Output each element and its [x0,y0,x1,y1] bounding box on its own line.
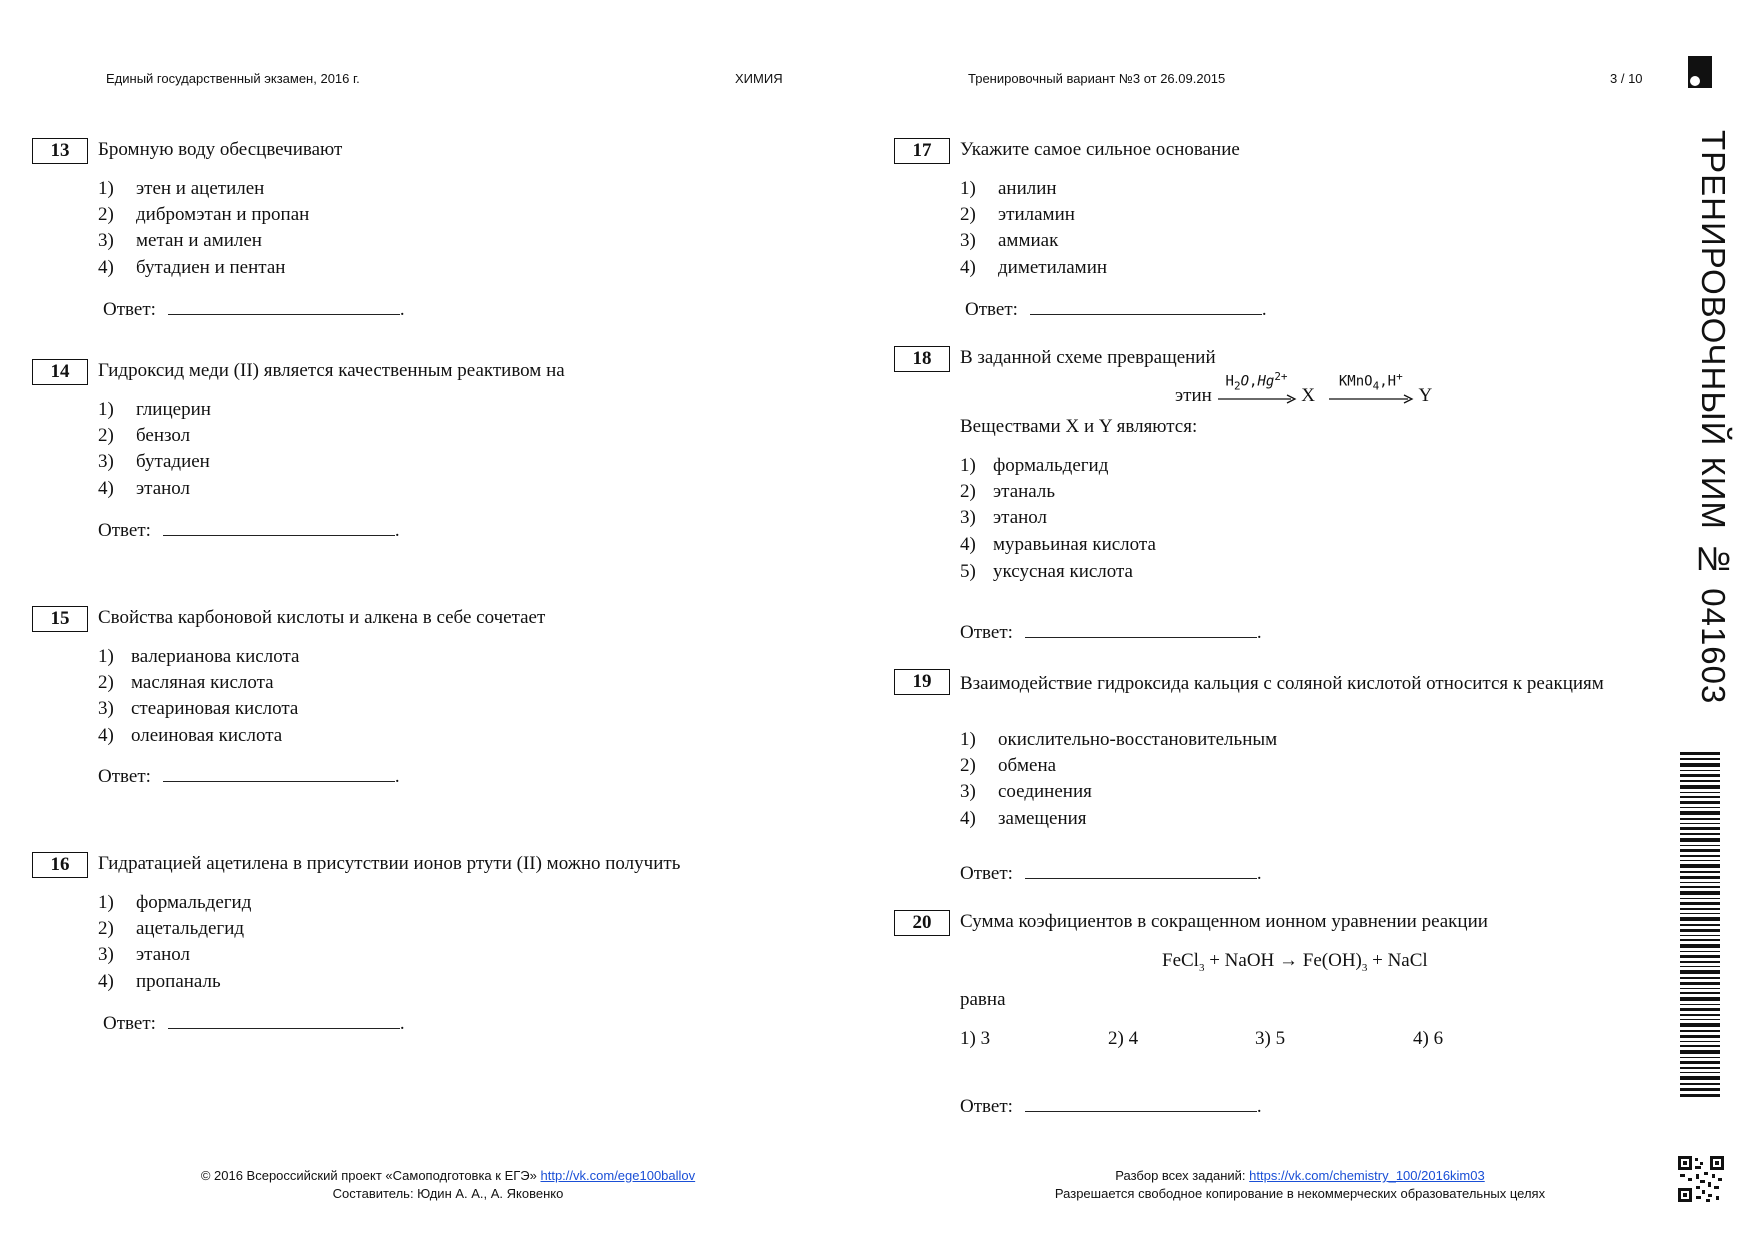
q18-scheme-x: X [1301,384,1316,406]
q14-answer-line[interactable] [163,517,395,536]
question-20-text: Сумма коэфициентов в сокращенном ионном уравнении реакции [960,911,1488,932]
q16-answer-line[interactable] [168,1010,400,1029]
q13-option-2: 2) дибромэтан и пропан [98,204,310,225]
q17-answer-line[interactable] [1030,296,1262,315]
q14-option-3: 3) бутадиен [98,451,210,472]
footer-left-link[interactable]: http://vk.com/ege100ballov [540,1168,696,1183]
footer-right-line1: Разбор всех заданий: https://vk.com/chemistry_100/2016kim03 [1115,1168,1485,1183]
q19-answer: Ответ: . [960,860,1262,885]
q18-arrow1-label: $H_2O,Hg^{2+}$ [1225,370,1288,393]
q14-answer: Ответ: . [98,517,400,542]
q14-option-4: 4) этанол [98,478,191,499]
footer-left-line1: © 2016 Всероссийский проект «Самоподготовка к ЕГЭ» http://vk.com/ege100ballov [200,1168,696,1183]
question-number-14: 14 [32,359,88,385]
question-17-text: Укажите самое сильное основание [960,139,1240,160]
question-number-17: 17 [894,138,950,164]
q18-option-2: 2) этаналь [960,481,1056,502]
q20-option-3: 3) 5 [1255,1028,1286,1049]
question-number-16: 16 [32,852,88,878]
q15-option-2: 2) масляная кислота [98,672,274,693]
q13-answer-line[interactable] [168,296,400,315]
q18-reaction-scheme [1175,370,1432,405]
q19-answer-line[interactable] [1025,860,1257,879]
q15-option-3: 3) стеариновая кислота [98,698,299,719]
arrow-right-icon [1328,393,1414,405]
q20-answer: Ответ: . [960,1093,1262,1118]
q20-equation: FeCl$_3$ + NaOH → $Fe(OH)_3$ + NaCl [1162,950,1428,974]
header-variant: Тренировочный вариант №3 от 26.09.2015 [968,71,1226,86]
q20-option-1: 1) 3 [960,1028,991,1049]
q18-scheme-start: этин [1175,384,1212,406]
footer-left-line2: Составитель: Юдин А. А., А. Яковенко [332,1186,564,1201]
question-14-text: Гидроксид меди (II) является качественным реактивом на [98,360,565,381]
question-13-text: Бромную воду обесцвечивают [98,139,343,160]
q20-option-2: 2) 4 [1108,1028,1139,1049]
q19-option-1: 1) окислительно-восстановительным [960,729,1278,750]
q17-option-1: 1) анилин [960,178,1057,199]
q18-option-5: 5) уксусная кислота [960,561,1133,582]
question-number-18: 18 [894,346,950,372]
qr-code-icon [1678,1156,1724,1202]
q13-answer: Ответ: . [103,296,405,321]
question-16-text: Гидратацией ацетилена в присутствии ионов ртути (II) можно получить [98,853,681,874]
q16-option-4: 4) пропаналь [98,971,221,992]
q19-option-3: 3) соединения [960,781,1092,802]
q17-option-3: 3) аммиак [960,230,1059,251]
q13-option-3: 3) метан и амилен [98,230,262,251]
question-15-text: Свойства карбоновой кислоты и алкена в себе сочетает [98,607,546,628]
question-19-text: Взаимодействие гидроксида кальция с соляной кислотой относится к реакциям [960,673,1604,694]
q16-answer: Ответ: . [103,1010,405,1035]
header-exam: Единый государственный экзамен, 2016 г. [106,71,360,86]
footer-right-line2: Разрешается свободное копирование в некоммерческих образовательных целях [1054,1186,1546,1201]
q14-option-1: 1) глицерин [98,399,211,420]
q16-option-1: 1) формальдегид [98,892,252,913]
question-number-13: 13 [32,138,88,164]
q15-answer: Ответ: . [98,763,400,788]
barcode-icon [1680,752,1720,1097]
question-18-text2: Веществами X и Y являются: [960,416,1198,437]
q16-option-3: 3) этанол [98,944,191,965]
q13-option-4: 4) бутадиен и пентан [98,257,286,278]
q18-answer-line[interactable] [1025,619,1257,638]
header-page-number: 3 / 10 [1610,71,1643,86]
q15-option-4: 4) олеиновая кислота [98,725,283,746]
q17-option-2: 2) этиламин [960,204,1075,225]
q14-option-2: 2) бензол [98,425,191,446]
q15-answer-line[interactable] [163,763,395,782]
q18-option-1: 1) формальдегид [960,455,1109,476]
question-number-15: 15 [32,606,88,632]
question-number-19: 19 [894,669,950,695]
q18-option-4: 4) муравьиная кислота [960,534,1156,555]
q15-option-1: 1) валерианова кислота [98,646,300,667]
q18-scheme-y: Y [1418,384,1433,406]
corner-mark-icon [1688,56,1712,88]
q19-option-2: 2) обмена [960,755,1057,776]
q20-option-4: 4) 6 [1413,1028,1444,1049]
q19-option-4: 4) замещения [960,808,1087,829]
side-title: ТРЕНИРОВОЧНЫЙ КИМ № 041603 [1695,130,1732,705]
footer-right-link[interactable]: https://vk.com/chemistry_100/2016kim03 [1249,1168,1485,1183]
header-subject: ХИМИЯ [735,71,783,86]
q13-option-1: 1) этен и ацетилен [98,178,265,199]
question-20-text2: равна [960,989,1006,1010]
q17-answer: Ответ: . [965,296,1267,321]
q18-option-3: 3) этанол [960,507,1048,528]
q20-answer-line[interactable] [1025,1093,1257,1112]
q17-option-4: 4) диметиламин [960,257,1108,278]
question-18-text: В заданной схеме превращений [960,347,1216,368]
q18-arrow2-label: KMnO$_4$,H+ [1338,370,1403,393]
q16-option-2: 2) ацетальдегид [98,918,245,939]
q18-answer: Ответ: . [960,619,1262,644]
question-number-20: 20 [894,910,950,936]
arrow-right-icon [1217,393,1297,405]
